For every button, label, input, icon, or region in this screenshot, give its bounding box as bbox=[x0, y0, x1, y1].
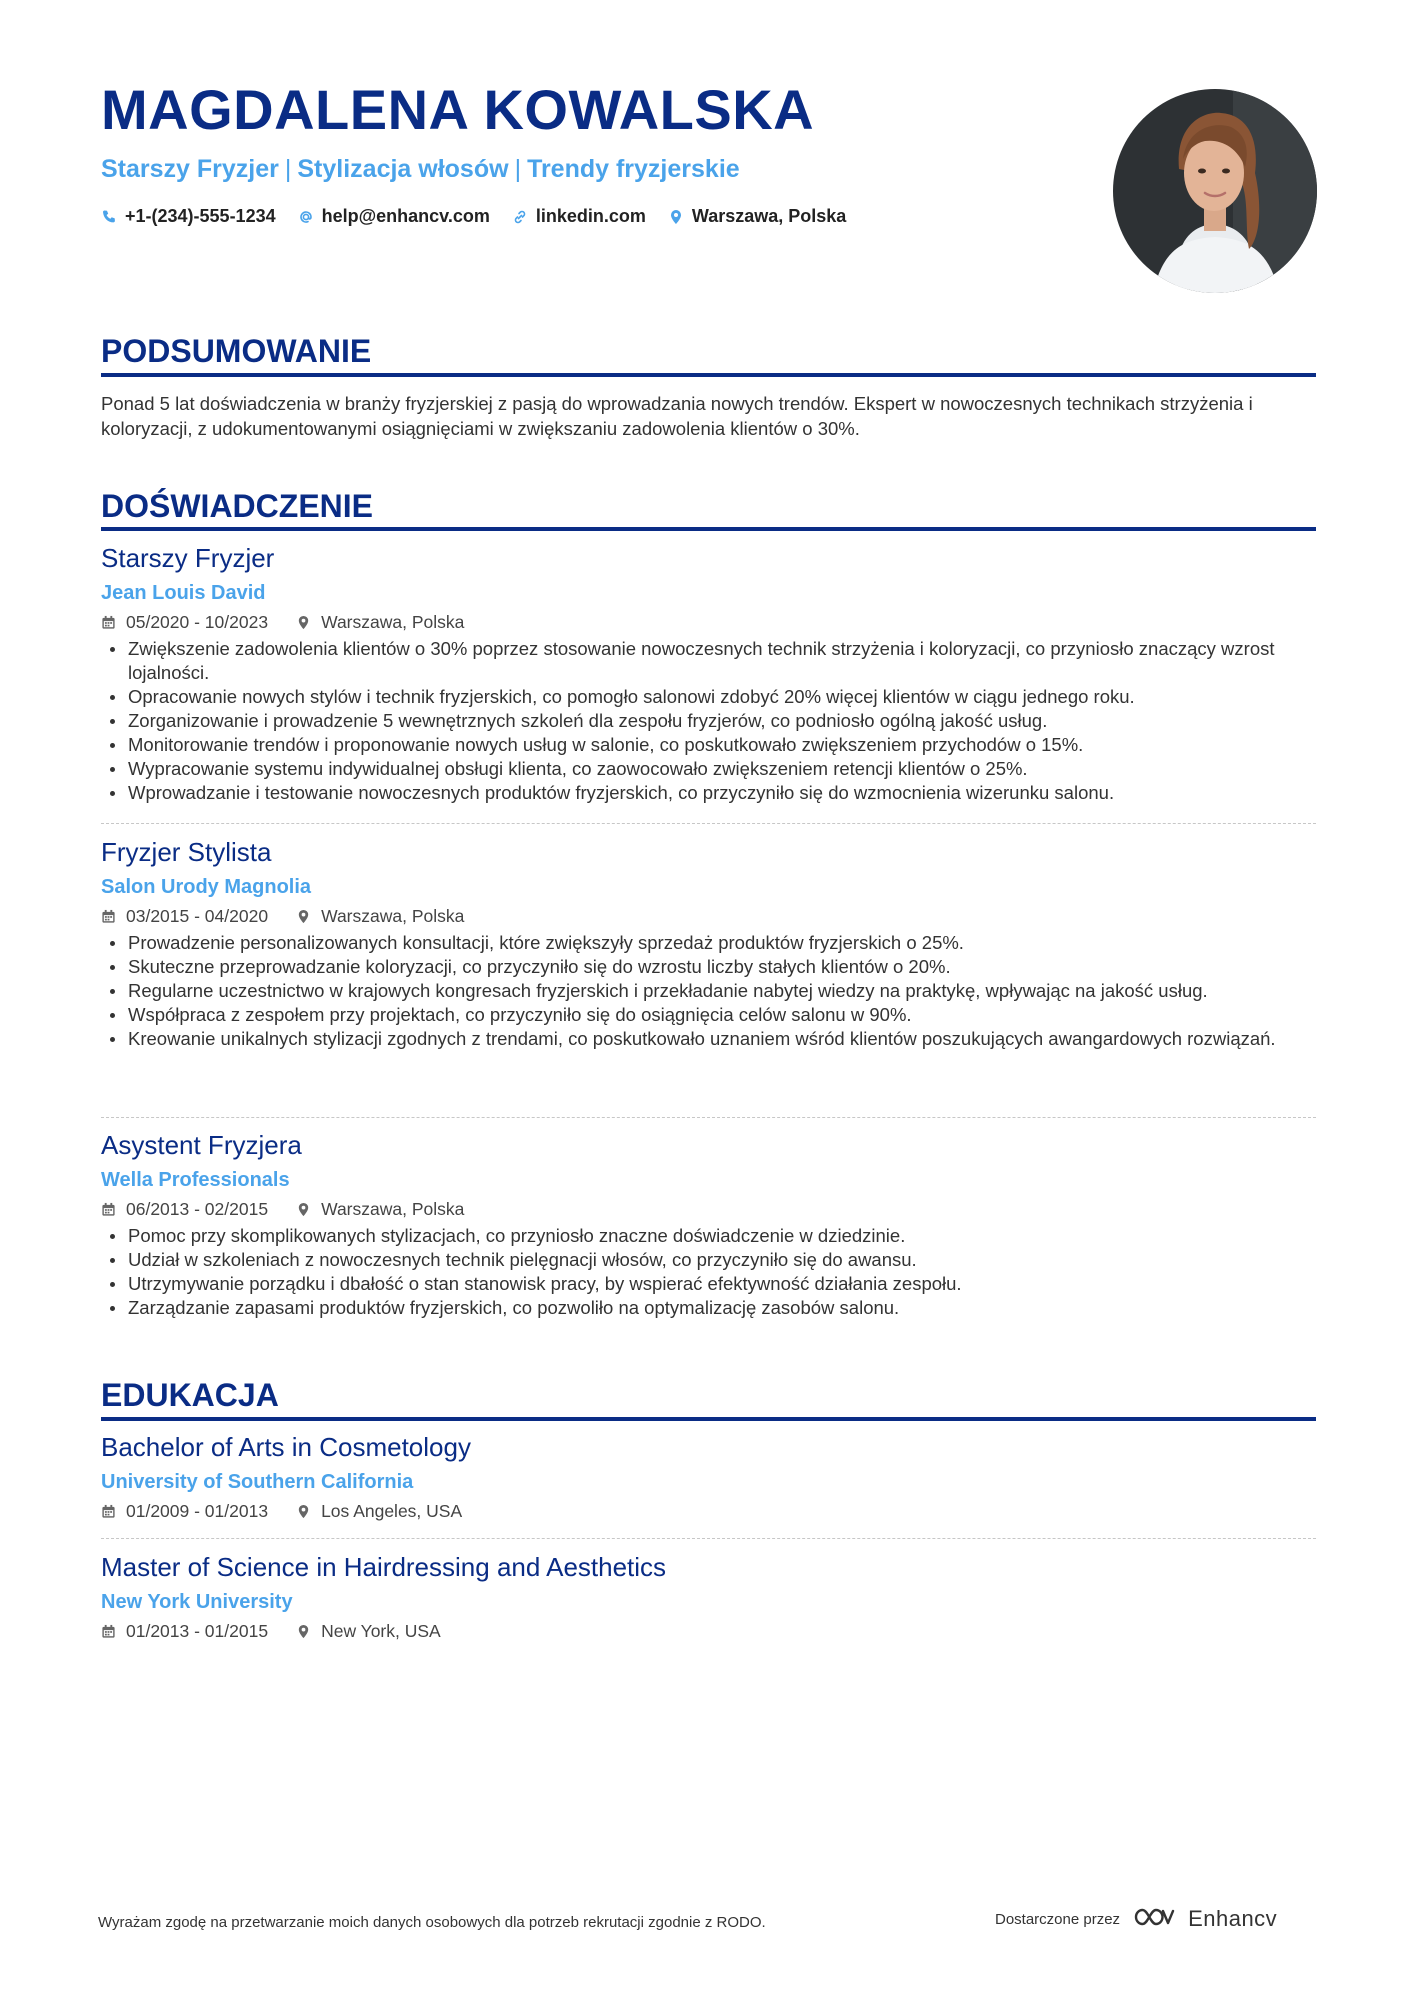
contact-phone[interactable] bbox=[101, 206, 276, 227]
at-icon bbox=[298, 209, 314, 225]
job-title: Fryzjer Stylista bbox=[101, 837, 272, 867]
job-dates bbox=[101, 611, 268, 633]
summary-text: Ponad 5 lat doświadczenia w branży fryzjerskiej z pasją do wprowadzania nowych trendów. Ekspert w nowoczesnych technikach strzyżenia i koloryzacji, z udokumentowanymi osiągnięciami w zwiększaniu zadowolenia klientów o 30%. bbox=[101, 393, 1253, 439]
job-meta bbox=[101, 1198, 1316, 1220]
calendar-icon bbox=[101, 1624, 116, 1639]
job-location bbox=[296, 1198, 464, 1220]
experience-heading: DOŚWIADCZENIE bbox=[101, 488, 373, 524]
education-meta bbox=[101, 1620, 1316, 1642]
job-title: Starszy Fryzjer bbox=[101, 543, 275, 573]
dates-text: 05/2020 - 10/2023 bbox=[126, 612, 269, 633]
education-meta bbox=[101, 1500, 1316, 1522]
powered-by[interactable] bbox=[995, 1905, 1277, 1933]
calendar-icon bbox=[101, 1202, 116, 1217]
calendar-icon bbox=[101, 1504, 116, 1519]
education-entry bbox=[101, 1432, 1316, 1522]
job-title: Asystent Fryzjera bbox=[101, 1130, 302, 1160]
contact-email[interactable] bbox=[298, 206, 490, 227]
headline-item: Starszy Fryzjer bbox=[101, 155, 279, 183]
degree-title: Bachelor of Arts in Cosmetology bbox=[101, 1432, 471, 1462]
location-text: Warszawa, Polska bbox=[321, 906, 465, 927]
education-entry bbox=[101, 1552, 1316, 1642]
education-dates bbox=[101, 1620, 268, 1642]
linkedin-text: linkedin.com bbox=[535, 206, 646, 226]
headline-separator: | bbox=[284, 155, 292, 183]
list-item: Regularne uczestnictwo w krajowych kongresach fryzjerskich i przekładanie nabytej wiedzy na praktykę, wpływając na jakość usług. bbox=[101, 979, 1316, 1003]
dates-text: 01/2013 - 01/2015 bbox=[126, 1621, 269, 1642]
map-pin-icon bbox=[296, 909, 311, 924]
job-bullets bbox=[101, 931, 1316, 1051]
company-name: Wella Professionals bbox=[101, 1169, 290, 1192]
education-location bbox=[296, 1500, 462, 1522]
list-item: Monitorowanie trendów i proponowanie nowych usług w salonie, co poskutkowało zwiększeniem przychodów o 15%. bbox=[101, 733, 1316, 757]
job-bullets bbox=[101, 637, 1316, 805]
phone-text: +1-(234)-555-1234 bbox=[125, 206, 276, 226]
email-text: help@enhancv.com bbox=[321, 206, 490, 226]
list-item: Zorganizowanie i prowadzenie 5 wewnętrznych szkoleń dla zespołu fryzjerów, co podniosło ogólną jakość usług. bbox=[101, 709, 1316, 733]
consent-text: Wyrażam zgodę na przetwarzanie moich danych osobowych dla potrzeb rekrutacji zgodnie z RODO. bbox=[98, 1914, 766, 1931]
job-bullets bbox=[101, 1224, 1316, 1320]
list-item: Pomoc przy skomplikowanych stylizacjach, co przyniosło znaczne doświadczenie w dziedzinie. bbox=[101, 1224, 1316, 1248]
candidate-name: MAGDALENA KOWALSKA bbox=[101, 78, 815, 141]
experience-entry bbox=[101, 1130, 1316, 1320]
experience-entry bbox=[101, 543, 1316, 805]
list-item: Udział w szkoleniach z nowoczesnych technik pielęgnacji włosów, co przyczyniło się do awansu. bbox=[101, 1248, 1316, 1272]
entry-divider bbox=[101, 1538, 1316, 1539]
entry-divider bbox=[101, 823, 1316, 824]
list-item: Zarządzanie zapasami produktów fryzjerskich, co pozwoliło na optymalizację zasobów salonu. bbox=[101, 1296, 1316, 1320]
job-dates bbox=[101, 905, 268, 927]
headline-separator: | bbox=[514, 155, 522, 183]
school-name: New York University bbox=[101, 1591, 293, 1614]
dates-text: 06/2013 - 02/2015 bbox=[126, 1199, 269, 1220]
contact-bar bbox=[101, 206, 846, 227]
location-text: Warszawa, Polska bbox=[321, 612, 465, 633]
list-item: Współpraca z zespołem przy projektach, co przyczyniło się do osiągnięcia celów salonu w 90%. bbox=[101, 1003, 1316, 1027]
dates-text: 03/2015 - 04/2020 bbox=[126, 906, 269, 927]
experience-entry bbox=[101, 837, 1316, 1051]
map-pin-icon bbox=[296, 615, 311, 630]
list-item: Zwiększenie zadowolenia klientów o 30% poprzez stosowanie nowoczesnych technik strzyżenia i koloryzacji, co przyniosło znaczący wzrost lojalności. bbox=[101, 637, 1316, 685]
map-pin-icon bbox=[296, 1504, 311, 1519]
education-location bbox=[296, 1620, 441, 1642]
calendar-icon bbox=[101, 615, 116, 630]
job-location bbox=[296, 905, 464, 927]
education-heading: EDUKACJA bbox=[101, 1377, 279, 1413]
experience-rule bbox=[101, 527, 1316, 531]
list-item: Skuteczne przeprowadzanie koloryzacji, co przyczyniło się do wzrostu liczby stałych klientów o 20%. bbox=[101, 955, 1316, 979]
link-icon bbox=[512, 209, 528, 225]
job-meta bbox=[101, 611, 1316, 633]
calendar-icon bbox=[101, 909, 116, 924]
powered-by-label: Dostarczone przez bbox=[995, 1910, 1121, 1928]
list-item: Prowadzenie personalizowanych konsultacji, które zwiększyły sprzedaż produktów fryzjerskich o 25%. bbox=[101, 931, 1316, 955]
job-meta bbox=[101, 905, 1316, 927]
contact-linkedin[interactable] bbox=[512, 206, 646, 227]
summary-rule bbox=[101, 373, 1316, 377]
job-location bbox=[296, 611, 464, 633]
location-text: Warszawa, Polska bbox=[691, 206, 847, 226]
map-pin-icon bbox=[296, 1624, 311, 1639]
summary-heading: PODSUMOWANIE bbox=[101, 333, 372, 369]
map-pin-icon bbox=[296, 1202, 311, 1217]
location-text: New York, USA bbox=[321, 1621, 441, 1642]
headline-item: Stylizacja włosów bbox=[297, 155, 509, 183]
entry-divider bbox=[101, 1117, 1316, 1118]
education-rule bbox=[101, 1417, 1316, 1421]
degree-title: Master of Science in Hairdressing and Aesthetics bbox=[101, 1552, 667, 1582]
location-text: Los Angeles, USA bbox=[321, 1501, 463, 1522]
list-item: Opracowanie nowych stylów i technik fryzjerskich, co pomogło salonowi zdobyć 20% więcej klientów w ciągu jednego roku. bbox=[101, 685, 1316, 709]
dates-text: 01/2009 - 01/2013 bbox=[126, 1501, 269, 1522]
profile-photo bbox=[1113, 89, 1317, 293]
school-name: University of Southern California bbox=[101, 1471, 414, 1494]
list-item: Utrzymywanie porządku i dbałość o stan stanowisk pracy, by wspierać efektywność działania zespołu. bbox=[101, 1272, 1316, 1296]
enhancv-logo-icon bbox=[1132, 1905, 1176, 1933]
contact-location bbox=[668, 206, 846, 227]
location-text: Warszawa, Polska bbox=[321, 1199, 465, 1220]
company-name: Salon Urody Magnolia bbox=[101, 876, 312, 899]
education-dates bbox=[101, 1500, 268, 1522]
list-item: Wprowadzanie i testowanie nowoczesnych produktów fryzjerskich, co przyczyniło się do wzmocnienia wizerunku salonu. bbox=[101, 781, 1316, 805]
company-name: Jean Louis David bbox=[101, 582, 266, 605]
phone-icon bbox=[101, 209, 117, 225]
list-item: Kreowanie unikalnych stylizacji zgodnych z trendami, co poskutkowało uznaniem wśród klientów poszukujących awangardowych rozwiązań. bbox=[101, 1027, 1316, 1051]
map-pin-icon bbox=[668, 209, 684, 225]
list-item: Wypracowanie systemu indywidualnej obsługi klienta, co zaowocowało zwiększeniem retencji klientów o 25%. bbox=[101, 757, 1316, 781]
headline bbox=[101, 154, 740, 184]
job-dates bbox=[101, 1198, 268, 1220]
headline-item: Trendy fryzjerskie bbox=[527, 155, 740, 183]
brand-name: Enhancv bbox=[1188, 1906, 1278, 1931]
